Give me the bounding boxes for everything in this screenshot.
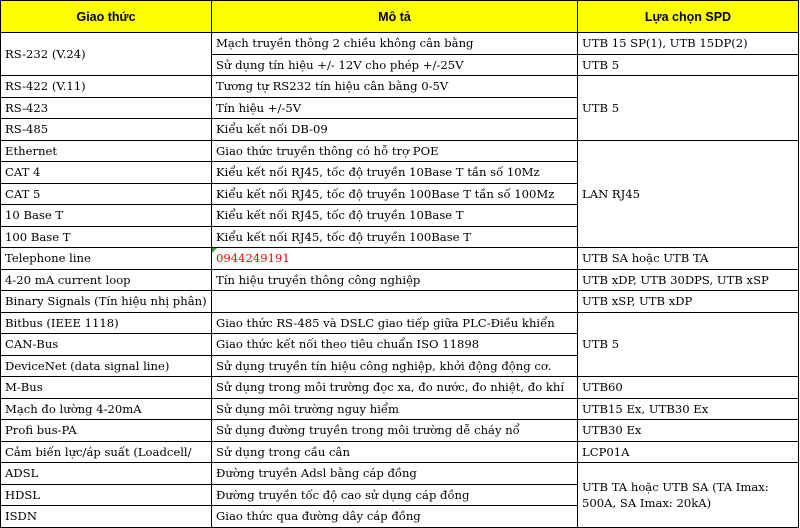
description-cell: Sử dụng trong cầu cân bbox=[212, 441, 578, 463]
description-cell: Sử dụng môi trường nguy hiểm bbox=[212, 398, 578, 420]
spd-cell: UTB 5 bbox=[578, 312, 799, 377]
header-row bbox=[1, 1, 799, 33]
protocol-cell: ISDN bbox=[1, 506, 212, 528]
table-row bbox=[1, 33, 799, 55]
protocol-cell: M-Bus bbox=[1, 377, 212, 399]
table-row bbox=[1, 76, 799, 98]
protocol-cell: RS-485 bbox=[1, 119, 212, 141]
table-row bbox=[1, 248, 799, 270]
description-cell: Kiểu kết nối DB-09 bbox=[212, 119, 578, 141]
spd-cell: UTB TA hoặc UTB SA (TA Imax: 500A, SA Imax: 20kA) bbox=[578, 463, 799, 528]
protocol-cell: Bitbus (IEEE 1118) bbox=[1, 312, 212, 334]
spd-cell: UTB xSP, UTB xDP bbox=[578, 291, 799, 313]
description-cell: Sử dụng trong môi trường đọc xa, đo nước, đo nhiệt, đo khí bbox=[212, 377, 578, 399]
spd-cell: UTB60 bbox=[578, 377, 799, 399]
protocol-cell: Binary Signals (Tín hiệu nhị phân) bbox=[1, 291, 212, 313]
header-description: Mô tả bbox=[212, 1, 578, 33]
spd-cell: UTB 15 SP(1), UTB 15DP(2) bbox=[578, 33, 799, 55]
table-row bbox=[1, 291, 799, 313]
description-cell bbox=[212, 291, 578, 313]
protocol-cell: Cảm biến lực/áp suất (Loadcell/ bbox=[1, 441, 212, 463]
header-protocol: Giao thức bbox=[1, 1, 212, 33]
description-cell: Kiểu kết nối RJ45, tốc độ truyền 10Base T bbox=[212, 205, 578, 227]
description-cell: Tương tự RS232 tín hiệu cân bằng 0-5V bbox=[212, 76, 578, 98]
table-row bbox=[1, 463, 799, 485]
description-cell: Kiểu kết nối RJ45, tốc độ truyền 10Base T tần số 10Mz bbox=[212, 162, 578, 184]
spd-cell: UTB SA hoặc UTB TA bbox=[578, 248, 799, 270]
description-cell: Mạch truyền thông 2 chiều không cân bằng bbox=[212, 33, 578, 55]
protocol-cell: DeviceNet (data signal line) bbox=[1, 355, 212, 377]
description-cell: Tín hiệu truyền thông công nghiệp bbox=[212, 269, 578, 291]
description-cell: Kiểu kết nối RJ45, tốc độ truyền 100Base T tần số 100Mz bbox=[212, 183, 578, 205]
protocol-cell: CAT 4 bbox=[1, 162, 212, 184]
spd-cell: UTB 5 bbox=[578, 54, 799, 76]
description-cell: Đường truyền Adsl bằng cáp đồng bbox=[212, 463, 578, 485]
protocol-cell: RS-423 bbox=[1, 97, 212, 119]
table-row bbox=[1, 420, 799, 442]
spd-cell: UTB15 Ex, UTB30 Ex bbox=[578, 398, 799, 420]
table-row bbox=[1, 377, 799, 399]
description-cell: Đường truyền tốc độ cao sử dụng cáp đồng bbox=[212, 484, 578, 506]
description-cell: Giao thức kết nối theo tiêu chuẩn ISO 11898 bbox=[212, 334, 578, 356]
table-row bbox=[1, 269, 799, 291]
description-cell: Giao thức qua đường dây cáp đồng bbox=[212, 506, 578, 528]
protocol-cell: CAT 5 bbox=[1, 183, 212, 205]
protocol-cell: CAN-Bus bbox=[1, 334, 212, 356]
spd-cell: UTB 5 bbox=[578, 76, 799, 141]
table-row bbox=[1, 398, 799, 420]
description-cell: Tín hiệu +/-5V bbox=[212, 97, 578, 119]
protocol-cell: 100 Base T bbox=[1, 226, 212, 248]
header-spd: Lựa chọn SPD bbox=[578, 1, 799, 33]
protocol-cell: Ethernet bbox=[1, 140, 212, 162]
table-row bbox=[1, 441, 799, 463]
protocol-cell: HDSL bbox=[1, 484, 212, 506]
table-row bbox=[1, 140, 799, 162]
description-cell: Giao thức RS-485 và DSLC giao tiếp giữa PLC-Điều khiển bbox=[212, 312, 578, 334]
description-cell: Kiểu kết nối RJ45, tốc độ truyền 100Base T bbox=[212, 226, 578, 248]
description-cell: Sử dụng đường truyền trong môi trường dễ cháy nổ bbox=[212, 420, 578, 442]
description-cell: Sử dụng tín hiệu +/- 12V cho phép +/-25V bbox=[212, 54, 578, 76]
description-cell: Giao thức truyền thông có hỗ trợ POE bbox=[212, 140, 578, 162]
spd-cell: UTB xDP, UTB 30DPS, UTB xSP bbox=[578, 269, 799, 291]
spd-cell: UTB30 Ex bbox=[578, 420, 799, 442]
spd-cell: LAN RJ45 bbox=[578, 140, 799, 248]
protocol-cell: Mạch đo lường 4-20mA bbox=[1, 398, 212, 420]
table-row bbox=[1, 312, 799, 334]
protocol-cell: RS-422 (V.11) bbox=[1, 76, 212, 98]
protocol-cell: ADSL bbox=[1, 463, 212, 485]
protocol-cell: Profi bus-PA bbox=[1, 420, 212, 442]
description-cell: Sử dụng truyền tín hiệu công nghiệp, khởi động động cơ. bbox=[212, 355, 578, 377]
phone-number[interactable]: 0944249191 bbox=[212, 248, 578, 270]
protocol-cell: RS-232 (V.24) bbox=[1, 33, 212, 76]
protocol-cell: Telephone line bbox=[1, 248, 212, 270]
protocol-cell: 4-20 mA current loop bbox=[1, 269, 212, 291]
protocol-cell: 10 Base T bbox=[1, 205, 212, 227]
spd-cell: LCP01A bbox=[578, 441, 799, 463]
